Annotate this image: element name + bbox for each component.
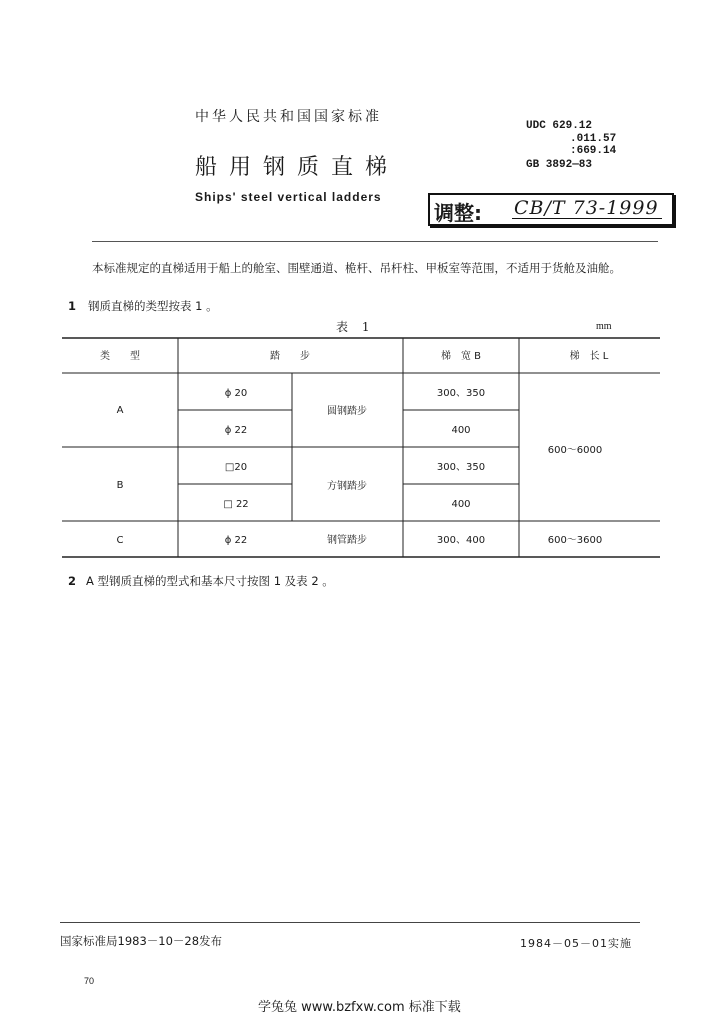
cell-a1-width: 300、350 <box>436 388 486 399</box>
cell-c-step: ϕ 22 <box>224 535 248 546</box>
table-caption: 表 1 <box>336 320 375 334</box>
cell-c-width: 300、400 <box>436 535 486 546</box>
cell-a1-step: ϕ 20 <box>224 388 248 399</box>
clause-1-number: 1 <box>68 299 77 313</box>
cell-b1-width: 300、350 <box>436 462 486 473</box>
cell-c-length: 600～3600 <box>547 535 603 546</box>
clause-2-text: A 型钢质直梯的型式和基本尺寸按图 1 及表 2 。 <box>86 574 334 588</box>
standard-title-en: Ships' steel vertical ladders <box>195 190 382 204</box>
cell-a2-width: 400 <box>451 425 471 436</box>
clause-2 <box>68 573 334 589</box>
footer-divider <box>60 922 640 923</box>
adjustment-label: 调整: <box>434 201 482 225</box>
cell-b-steptype: 方钢踏步 <box>327 481 367 492</box>
cell-a2-step: ϕ 22 <box>224 425 248 436</box>
page-number: 70 <box>84 976 95 986</box>
cell-ab-length: 600～6000 <box>547 445 603 456</box>
issue-date: 国家标准局1983－10－28发布 <box>60 934 223 948</box>
cell-b2-width: 400 <box>451 499 471 510</box>
cell-type-a: A <box>116 405 124 416</box>
udc-code: UDC 629.12 <box>526 120 593 132</box>
cell-b2-step: □ 22 <box>223 499 249 510</box>
adjustment-value: CB/T 73-1999 <box>514 197 659 219</box>
th-length: 梯 长 L <box>569 351 609 362</box>
clause-2-number: 2 <box>68 574 77 588</box>
table-unit: mm <box>596 321 612 332</box>
th-type: 类 型 <box>100 351 140 362</box>
cell-a-steptype: 圆钢踏步 <box>327 406 367 417</box>
udc-code-sub1: .011.57 <box>570 132 617 145</box>
clause-1-text: 钢质直梯的类型按表 1 。 <box>88 299 218 313</box>
th-step: 踏 步 <box>270 351 310 362</box>
cell-type-c: C <box>116 535 124 546</box>
cell-type-b: B <box>116 480 124 491</box>
site-watermark: 学兔兔 www.bzfxw.com 标准下载 <box>258 1000 461 1015</box>
cell-c-steptype: 钢管踏步 <box>327 535 367 546</box>
gb-number: GB 3892—83 <box>526 158 593 171</box>
implementation-date: 1984－05－01实施 <box>520 937 632 950</box>
udc-code-sub2: :669.14 <box>570 145 617 157</box>
cell-b1-step: □20 <box>224 462 248 473</box>
th-width: 梯 宽 B <box>440 351 482 362</box>
scope-paragraph: 本标准规定的直梯适用于船上的舱室、围壁通道、桅杆、吊杆柱、甲板室等范围，不适用于货舱及油舱。 <box>92 261 621 275</box>
standard-title: 船用钢质直梯 <box>195 155 400 180</box>
issuing-org: 中华人民共和国国家标准 <box>195 109 382 125</box>
